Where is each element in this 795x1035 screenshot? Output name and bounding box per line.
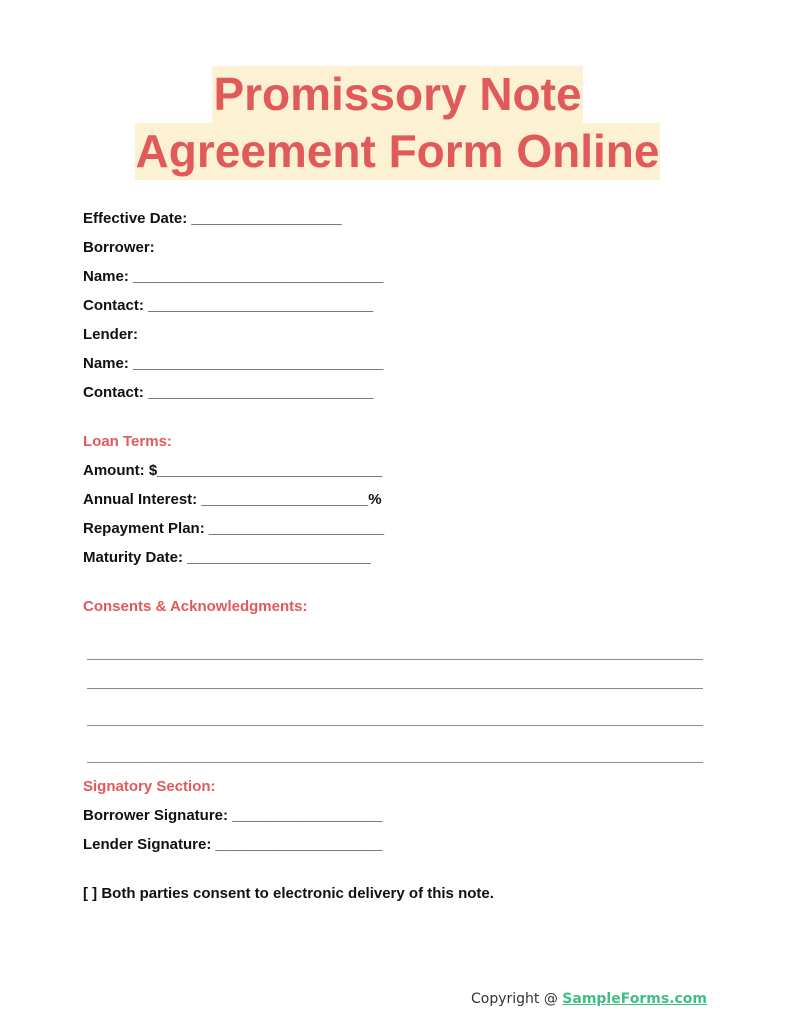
loan-terms-heading: Loan Terms: (83, 433, 172, 450)
signatory-heading: Signatory Section: (83, 778, 216, 795)
amount-field[interactable]: Amount: $___________________________ (83, 462, 383, 479)
brand-link[interactable]: SampleForms.com (562, 991, 707, 1007)
consent-line[interactable] (87, 725, 703, 726)
effective-date-field[interactable]: Effective Date: __________________ (83, 210, 342, 227)
lender-heading: Lender: (83, 326, 139, 343)
borrower-signature-field[interactable]: Borrower Signature: __________________ (83, 807, 383, 824)
lender-name-field[interactable]: Name: ______________________________ (83, 355, 384, 372)
copyright-footer (471, 991, 707, 1007)
copyright-text: Copyright @ (470, 991, 563, 1007)
lender-contact-field[interactable]: Contact: ___________________________ (83, 384, 374, 401)
repayment-plan-field[interactable]: Repayment Plan: _____________________ (83, 520, 385, 537)
borrower-heading: Borrower: (83, 239, 155, 256)
borrower-contact-field[interactable]: Contact: ___________________________ (83, 297, 374, 314)
document-title (0, 66, 795, 180)
title-line-2: Agreement Form Online (135, 123, 661, 180)
consent-line[interactable] (87, 659, 703, 660)
maturity-date-field[interactable]: Maturity Date: ______________________ (83, 549, 371, 566)
electronic-consent-checkbox[interactable]: [ ] Both parties consent to electronic delivery of this note. (83, 885, 494, 902)
consent-line[interactable] (87, 688, 703, 689)
annual-interest-field[interactable]: Annual Interest: ____________________% (83, 491, 382, 508)
borrower-name-field[interactable]: Name: ______________________________ (83, 268, 384, 285)
consent-line[interactable] (87, 762, 703, 763)
consents-heading: Consents & Acknowledgments: (83, 598, 308, 615)
title-line-1: Promissory Note (212, 66, 582, 123)
lender-signature-field[interactable]: Lender Signature: ____________________ (83, 836, 383, 853)
